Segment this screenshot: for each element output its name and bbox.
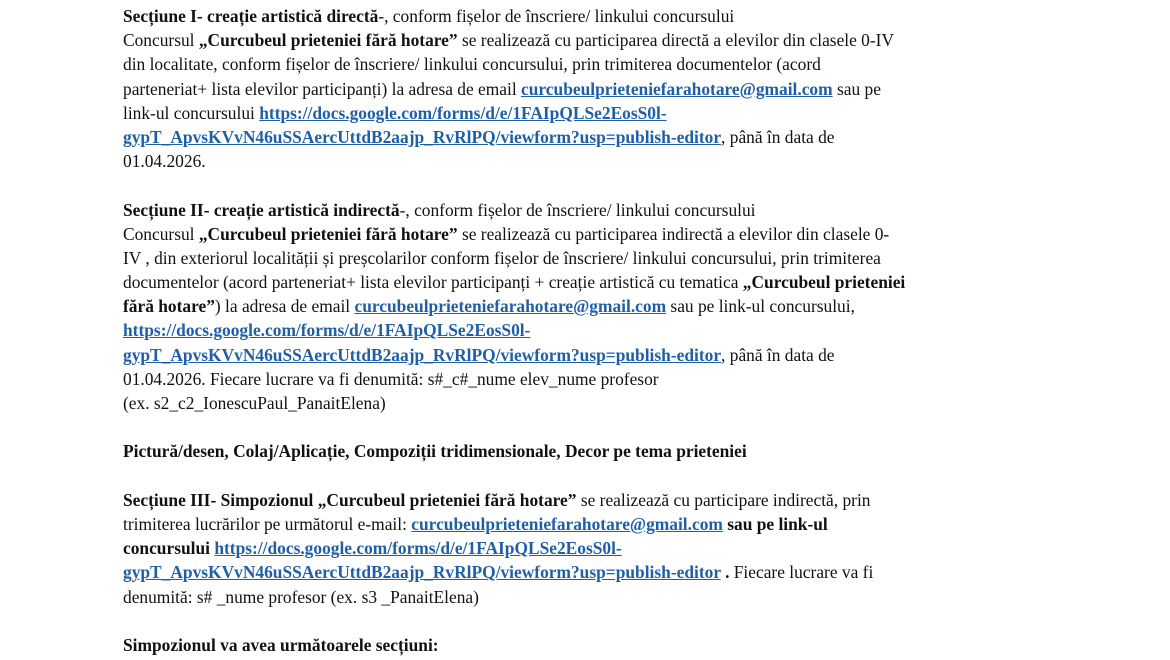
section-1-subtitle: - creație artistică directă — [196, 6, 379, 26]
email-link[interactable]: curcubeulprieteniefarahotare@gmail.com — [411, 513, 723, 534]
section-2-line-6 — [123, 318, 1083, 342]
text: documentelor (acord parteneriat+ lista elevilor participanți + creație artistică cu tematica — [123, 272, 743, 293]
document-page — [123, 4, 1083, 657]
section-2-line-2 — [123, 222, 1083, 246]
section-2-title: Secțiune II — [123, 199, 204, 220]
section-2-line-4 — [123, 270, 1083, 294]
text: sau pe link-ul concursului, — [666, 296, 855, 317]
text: ) la adresa de email — [214, 296, 355, 317]
text: , până în data de — [721, 126, 835, 147]
text: , până în data de — [721, 344, 835, 365]
section-3-subtitle: - Simpozionul „Curcubeul prieteniei fără hotare” — [210, 489, 577, 510]
text: Concursul — [123, 30, 199, 51]
section-2-heading-line — [123, 198, 1083, 222]
section-3-heading-line — [123, 488, 1083, 512]
section-1-line-3: din localitate, conform fișelor de înscriere/ linkului concursului, prin trimiterea documentelor (acord — [123, 54, 821, 75]
text: Concursul — [123, 223, 199, 244]
categories-line — [123, 439, 1083, 463]
text: se realizează cu participarea indirectă a elevilor din clasele 0- — [457, 223, 890, 244]
form-link-part-2[interactable]: gypT_ApvsKVvN46uSSAercUttdB2aajp_RvRlPQ/viewform?usp=publish-editor — [123, 344, 722, 365]
section-1-heading-rest: -, conform fișelor de înscriere/ linkului concursului — [378, 6, 735, 26]
section-1 — [123, 4, 1083, 173]
section-1-line-7: 01.04.2026. — [123, 151, 206, 172]
section-3-title: Secțiune III — [123, 489, 211, 510]
form-link-part-2[interactable]: gypT_ApvsKVvN46uSSAercUttdB2aajp_RvRlPQ/viewform?usp=publish-editor — [123, 562, 721, 583]
form-link-part-1[interactable]: https://docs.google.com/forms/d/e/1FAIpQLSe2EosS0l- — [214, 538, 622, 559]
categories: Pictură/desen, Colaj/Aplicație, Compoziții tridimensionale, Decor pe tema prieteniei — [123, 441, 747, 462]
section-2-line-8: 01.04.2026. Fiecare lucrare va fi denumită: s#_c#_nume elev_nume profesor — [123, 368, 659, 389]
symposium-heading: Simpozionul va avea următoarele secțiuni: — [123, 634, 439, 655]
contest-name: „Curcubeul prieteniei fără hotare” — [198, 223, 458, 244]
text: concursului — [123, 538, 215, 559]
text: sau pe — [832, 78, 881, 99]
text: se realizează cu participare indirectă, prin — [576, 489, 871, 510]
section-3-line-3 — [123, 536, 1083, 560]
symposium-heading-line — [123, 633, 1083, 657]
text: link-ul concursului — [123, 102, 260, 123]
section-2-line-7 — [123, 343, 1083, 367]
section-2-line-9: (ex. s2_c2_IonescuPaul_PanaitElena) — [123, 393, 386, 413]
section-1-line-5 — [123, 101, 1083, 125]
section-3 — [123, 488, 1083, 609]
form-link-part-1[interactable]: https://docs.google.com/forms/d/e/1FAIpQLSe2EosS0l- — [259, 102, 667, 123]
text: parteneriat+ lista elevilor participanți) la adresa de email — [123, 78, 522, 99]
contest-name: fără hotare” — [123, 296, 215, 317]
section-1-line-6 — [123, 125, 1083, 149]
section-2-heading-rest: -, conform fișelor de înscriere/ linkului concursului — [399, 199, 756, 220]
section-3-line-2 — [123, 512, 1083, 536]
text: se realizează cu participarea directă a elevilor din clasele 0-IV — [457, 30, 895, 51]
form-link-part-1[interactable]: https://docs.google.com/forms/d/e/1FAIpQLSe2EosS0l- — [123, 320, 531, 341]
section-3-line-5: denumită: s# _nume profesor (ex. s3 _PanaitElena) — [123, 586, 479, 607]
section-2-line-5 — [123, 294, 1083, 318]
section-1-line-4 — [123, 77, 1083, 101]
section-1-line-2 — [123, 28, 1083, 52]
section-3-line-4 — [123, 560, 1083, 584]
section-2-subtitle: - creație artistică indirectă — [203, 199, 400, 220]
form-link-part-2[interactable]: gypT_ApvsKVvN46uSSAercUttdB2aajp_RvRlPQ/viewform?usp=publish-editor — [123, 126, 722, 147]
section-1-heading-line — [123, 4, 1083, 28]
section-1-title: Secțiune I — [123, 6, 197, 26]
section-2-line-3: IV , din exteriorul localității și preșcolarilor conform fișelor de înscriere/ linkului concursului, prin trimiterea — [123, 247, 881, 268]
text: sau pe link-ul — [722, 513, 828, 534]
contest-name: „Curcubeul prieteniei fără hotare” — [198, 30, 458, 51]
email-link[interactable]: curcubeulprieteniefarahotare@gmail.com — [354, 296, 667, 317]
email-link[interactable]: curcubeulprieteniefarahotare@gmail.com — [521, 78, 833, 99]
text: . — [720, 562, 734, 583]
contest-name: „Curcubeul prieteniei — [742, 272, 906, 293]
section-2 — [123, 198, 1083, 416]
text: Fiecare lucrare va fi — [733, 562, 874, 583]
text: trimiterea lucrărilor pe următorul e-mail: — [123, 513, 412, 534]
